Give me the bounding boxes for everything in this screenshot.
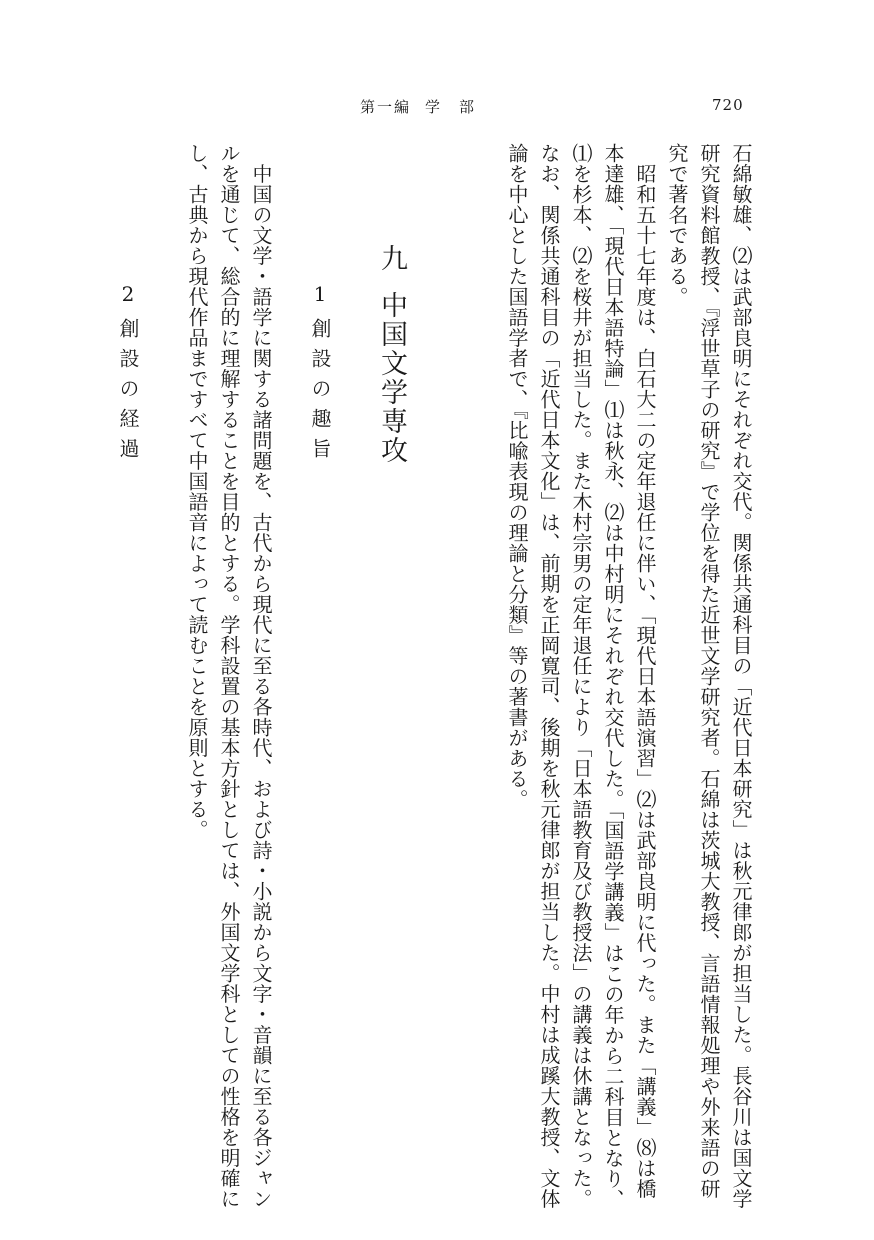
- section-title: 中国文学専攻: [376, 291, 407, 465]
- subsection-2-title: 創設の経過: [116, 318, 140, 468]
- subsection-2-number: 2: [116, 282, 140, 306]
- subsection-1-title: 創設の趣旨: [308, 318, 332, 468]
- subsection-2-heading: [116, 282, 143, 468]
- subsection-1-number: 1: [308, 282, 332, 306]
- running-head: [360, 96, 476, 117]
- text-column-9: 中国の文学・語学に関する諸問題を、古代から現代に至る各時代、および詩・小説から文字・音韻に至る各ジャン: [249, 143, 273, 1209]
- page-number: 720: [712, 96, 744, 114]
- text-column-6: ⑴を杉本、⑵を桜井が担当した。また木村宗男の定年退任により「日本語教育及び教授法」の講義は休講となった。: [569, 143, 593, 1209]
- text-column-8: 論を中心とした国語学者で、『比喩表現の理論と分類』等の著書がある。: [505, 143, 529, 810]
- text-column-11: し、古典から現代作品まですべて中国語音によって読むことを原則とする。: [185, 143, 209, 840]
- text-column-7: なお、関係共通科目の「近代日本文化」は、前期を正岡寛司、後期を秋元律郎が担当した。中村は成蹊大教授、文体: [537, 143, 561, 1209]
- running-head-part: 第一編: [360, 98, 412, 116]
- text-column-1: 石綿敏雄、⑵は武部良明にそれぞれ交代。関係共通科目の「近代日本研究」は秋元律郎が担当した。長谷川は国文学: [729, 143, 753, 1209]
- running-head-section: 学 部: [425, 98, 477, 116]
- section-number: 九: [376, 244, 407, 273]
- subsection-1-heading: [308, 282, 335, 468]
- text-column-3: 究で著名である。: [665, 143, 689, 307]
- text-column-5: 本達雄、「現代日本語特論」⑴は秋永、⑵は中村明にそれぞれ交代した。「国語学講義」はこの年から二科目となり、: [601, 143, 625, 1210]
- text-column-2: 研究資料館教授、『浮世草子の研究』で学位を得た近世文学研究者。石綿は茨城大教授、言語情報処理や外来語の研: [697, 143, 721, 1199]
- text-column-4: 昭和五十七年度は、白石大二の定年退任に伴い、「現代日本語演習」⑵は武部良明に代った。また「講義」⑻は橋: [633, 143, 657, 1199]
- text-column-10: ルを通じて、総合的に理解することを目的とする。学科設置の基本方針としては、外国文学科としての性格を明確に: [217, 143, 241, 1209]
- section-heading: [377, 244, 411, 465]
